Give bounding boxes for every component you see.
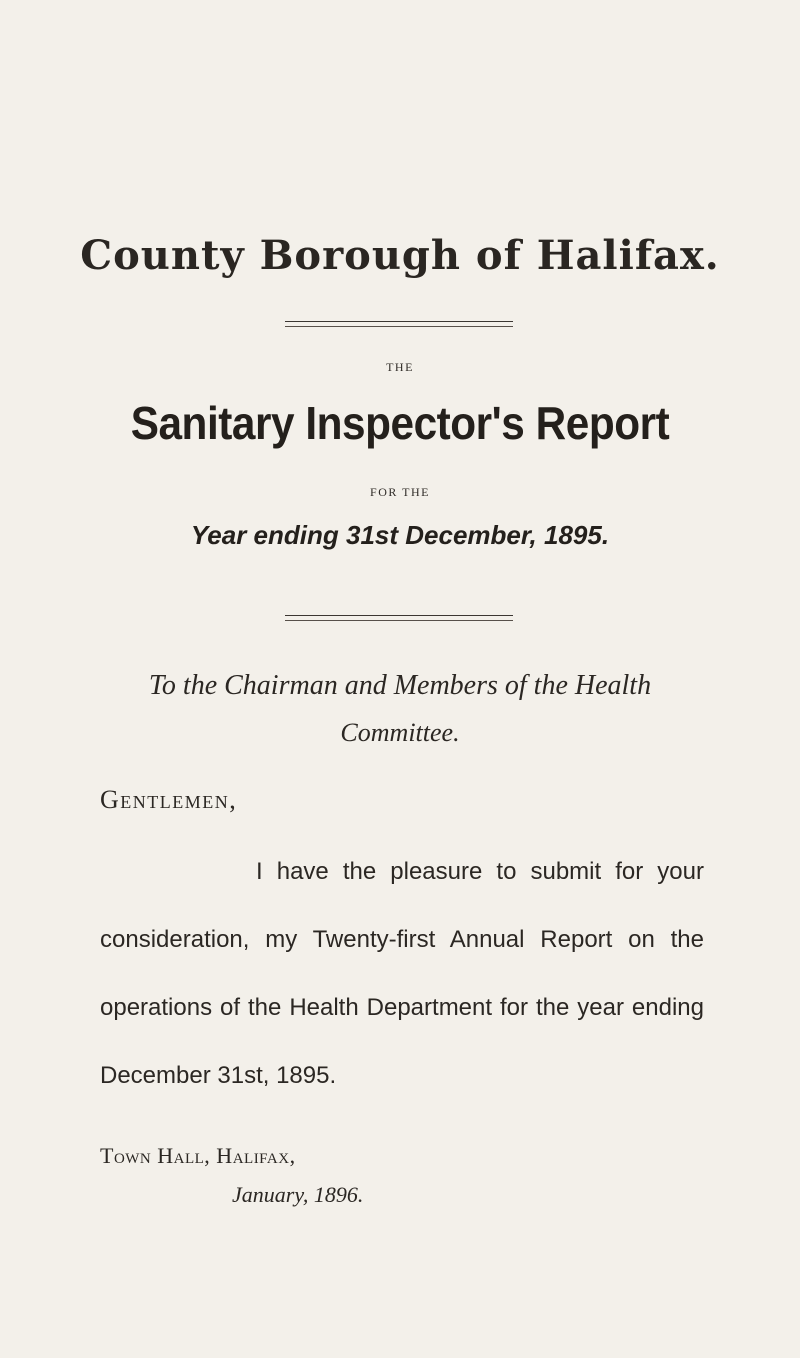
addressee-line-1: To the Chairman and Members of the Health [148,670,652,701]
the-label: THE [386,360,414,374]
report-year-line: Year ending 31st December, 1895. [190,520,610,550]
header-rule-top [285,321,513,322]
divider-rule-top [285,615,513,616]
body-line-4: December 31st, 1895. [100,1062,337,1089]
body-line-1: I have the pleasure to submit for your [256,858,704,885]
header-rule-bottom [285,326,513,327]
signoff-date: January, 1896. [232,1182,364,1207]
body-line-2: consideration, my Twenty-first Annual Report on the [100,926,704,953]
signoff-place: Town Hall, Halifax, [100,1143,296,1168]
salutation: Gentlemen, [100,785,238,814]
for-the-label: FOR THE [370,485,430,499]
report-title: Sanitary Inspector's Report [130,397,670,449]
body-line-3: operations of the Health Department for the year ending [100,994,704,1021]
borough-title: County Borough of Halifax. [80,232,720,279]
divider-rule-bottom [285,620,513,621]
addressee-line-2: Committee. [340,718,460,747]
